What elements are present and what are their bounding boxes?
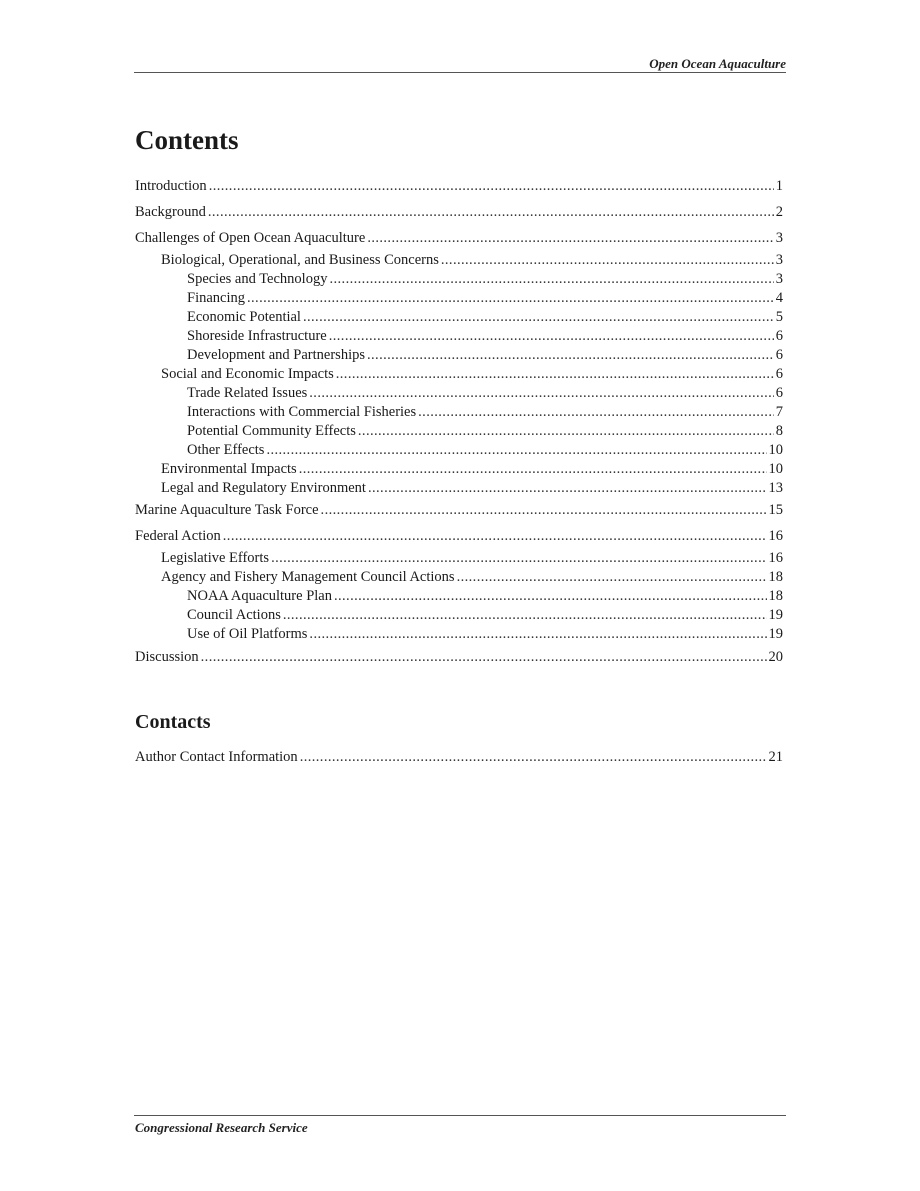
toc-entry-task-force[interactable] xyxy=(135,501,783,520)
toc-entry-title: Potential Community Effects xyxy=(187,423,356,439)
toc-entry-page: 6 xyxy=(775,347,783,363)
toc-entry-title: Financing xyxy=(187,290,245,306)
toc-entry-title: Trade Related Issues xyxy=(187,385,308,401)
toc-entry-title: Council Actions xyxy=(187,607,281,623)
toc-leader xyxy=(299,460,767,479)
toc-entry-title: Legislative Efforts xyxy=(161,550,270,566)
toc-entry-title: Use of Oil Platforms xyxy=(187,626,308,642)
toc-entry-biological-concerns[interactable] xyxy=(135,251,783,270)
toc-leader xyxy=(441,251,774,270)
toc-entry-species-technology[interactable] xyxy=(135,270,783,289)
toc-leader xyxy=(368,479,767,498)
toc-entry-title: Economic Potential xyxy=(187,309,301,325)
toc-entry-title: Challenges of Open Ocean Aquaculture xyxy=(135,230,366,246)
toc-entry-page: 10 xyxy=(768,461,783,477)
toc-entry-page: 3 xyxy=(775,252,783,268)
toc-entry-page: 20 xyxy=(768,649,783,665)
toc-entry-title: Development and Partnerships xyxy=(187,347,365,363)
toc-entry-title: Species and Technology xyxy=(187,271,328,287)
toc-entry-page: 16 xyxy=(768,550,783,566)
toc-leader xyxy=(223,527,767,546)
toc-leader xyxy=(309,384,773,403)
toc-entry-background[interactable] xyxy=(135,203,783,222)
toc-leader xyxy=(329,270,773,289)
toc-entry-page: 2 xyxy=(775,204,783,220)
toc-entry-title: Author Contact Information xyxy=(135,749,298,765)
toc-entry-page: 16 xyxy=(768,528,783,544)
footer-rule xyxy=(134,1115,786,1116)
toc-entry-economic-potential[interactable] xyxy=(135,308,783,327)
toc-leader xyxy=(271,549,766,568)
toc-entry-oil-platforms[interactable] xyxy=(135,625,783,644)
toc-entry-community-effects[interactable] xyxy=(135,422,783,441)
toc-leader xyxy=(329,327,774,346)
toc-entry-title: Marine Aquaculture Task Force xyxy=(135,502,319,518)
toc-entry-council-actions[interactable] xyxy=(135,606,783,625)
toc-leader xyxy=(334,587,767,606)
toc-leader xyxy=(283,606,767,625)
toc-entry-social-economic-impacts[interactable] xyxy=(135,365,783,384)
toc-entry-legal-regulatory[interactable] xyxy=(135,479,783,498)
toc-entry-page: 4 xyxy=(775,290,783,306)
toc-leader xyxy=(266,441,766,460)
toc-entry-page: 15 xyxy=(768,502,783,518)
toc-entry-title: Interactions with Commercial Fisheries xyxy=(187,404,417,420)
toc-entry-page: 3 xyxy=(775,230,783,246)
toc-entry-page: 8 xyxy=(775,423,783,439)
toc-leader xyxy=(336,365,774,384)
toc-entry-page: 7 xyxy=(775,404,783,420)
toc-entry-page: 18 xyxy=(768,588,783,604)
toc-leader xyxy=(358,422,774,441)
toc-leader xyxy=(309,625,766,644)
toc-leader xyxy=(303,308,774,327)
toc-leader xyxy=(321,501,767,520)
toc-entry-noaa-plan[interactable] xyxy=(135,587,783,606)
toc-entry-other-effects[interactable] xyxy=(135,441,783,460)
contacts-heading: Contacts xyxy=(135,711,211,733)
toc-entry-page: 6 xyxy=(775,385,783,401)
toc-entry-discussion[interactable] xyxy=(135,648,783,667)
toc-leader xyxy=(247,289,774,308)
toc-entry-title: Social and Economic Impacts xyxy=(161,366,334,382)
toc-entry-page: 21 xyxy=(768,749,783,765)
toc-leader xyxy=(367,229,773,248)
toc-entry-page: 19 xyxy=(768,626,783,642)
toc-entry-page: 5 xyxy=(775,309,783,325)
toc-entry-challenges[interactable] xyxy=(135,229,783,248)
toc-entry-page: 10 xyxy=(768,442,783,458)
toc-entry-title: Background xyxy=(135,204,206,220)
toc-leader xyxy=(300,748,767,767)
toc-entry-page: 19 xyxy=(768,607,783,623)
toc-entry-page: 13 xyxy=(768,480,783,496)
toc-entry-shoreside-infrastructure[interactable] xyxy=(135,327,783,346)
toc-entry-trade-related-issues[interactable] xyxy=(135,384,783,403)
toc-entry-title: Agency and Fishery Management Council Actions xyxy=(161,569,455,585)
contents-heading: Contents xyxy=(135,125,239,155)
running-footer: Congressional Research Service xyxy=(135,1120,308,1135)
toc-entry-author-contact[interactable] xyxy=(135,748,783,767)
toc-entry-financing[interactable] xyxy=(135,289,783,308)
running-header: Open Ocean Aquaculture xyxy=(649,56,786,71)
toc-leader xyxy=(367,346,774,365)
toc-entry-page: 18 xyxy=(768,569,783,585)
toc-entry-page: 6 xyxy=(775,328,783,344)
toc-leader xyxy=(201,648,767,667)
toc-entry-page: 3 xyxy=(775,271,783,287)
toc-entry-title: Environmental Impacts xyxy=(161,461,297,477)
toc-entry-environmental-impacts[interactable] xyxy=(135,460,783,479)
toc-entry-title: Introduction xyxy=(135,178,207,194)
toc-entry-commercial-fisheries[interactable] xyxy=(135,403,783,422)
toc-entry-title: Federal Action xyxy=(135,528,221,544)
toc-leader xyxy=(457,568,767,587)
toc-entry-title: Discussion xyxy=(135,649,199,665)
toc-entry-page: 1 xyxy=(775,178,783,194)
toc-entry-agency-council-actions[interactable] xyxy=(135,568,783,587)
toc-leader xyxy=(418,403,774,422)
toc-entry-introduction[interactable] xyxy=(135,177,783,196)
toc-leader xyxy=(208,203,774,222)
toc-entry-development-partnerships[interactable] xyxy=(135,346,783,365)
toc-entry-title: Biological, Operational, and Business Concerns xyxy=(161,252,439,268)
toc-leader xyxy=(209,177,774,196)
toc-entry-title: Other Effects xyxy=(187,442,265,458)
toc-entry-page: 6 xyxy=(775,366,783,382)
toc-entry-title: NOAA Aquaculture Plan xyxy=(187,588,332,604)
toc-entry-legislative-efforts[interactable] xyxy=(135,549,783,568)
toc-entry-title: Legal and Regulatory Environment xyxy=(161,480,366,496)
toc-entry-title: Shoreside Infrastructure xyxy=(187,328,327,344)
toc-entry-federal-action[interactable] xyxy=(135,527,783,546)
header-rule xyxy=(134,72,786,73)
